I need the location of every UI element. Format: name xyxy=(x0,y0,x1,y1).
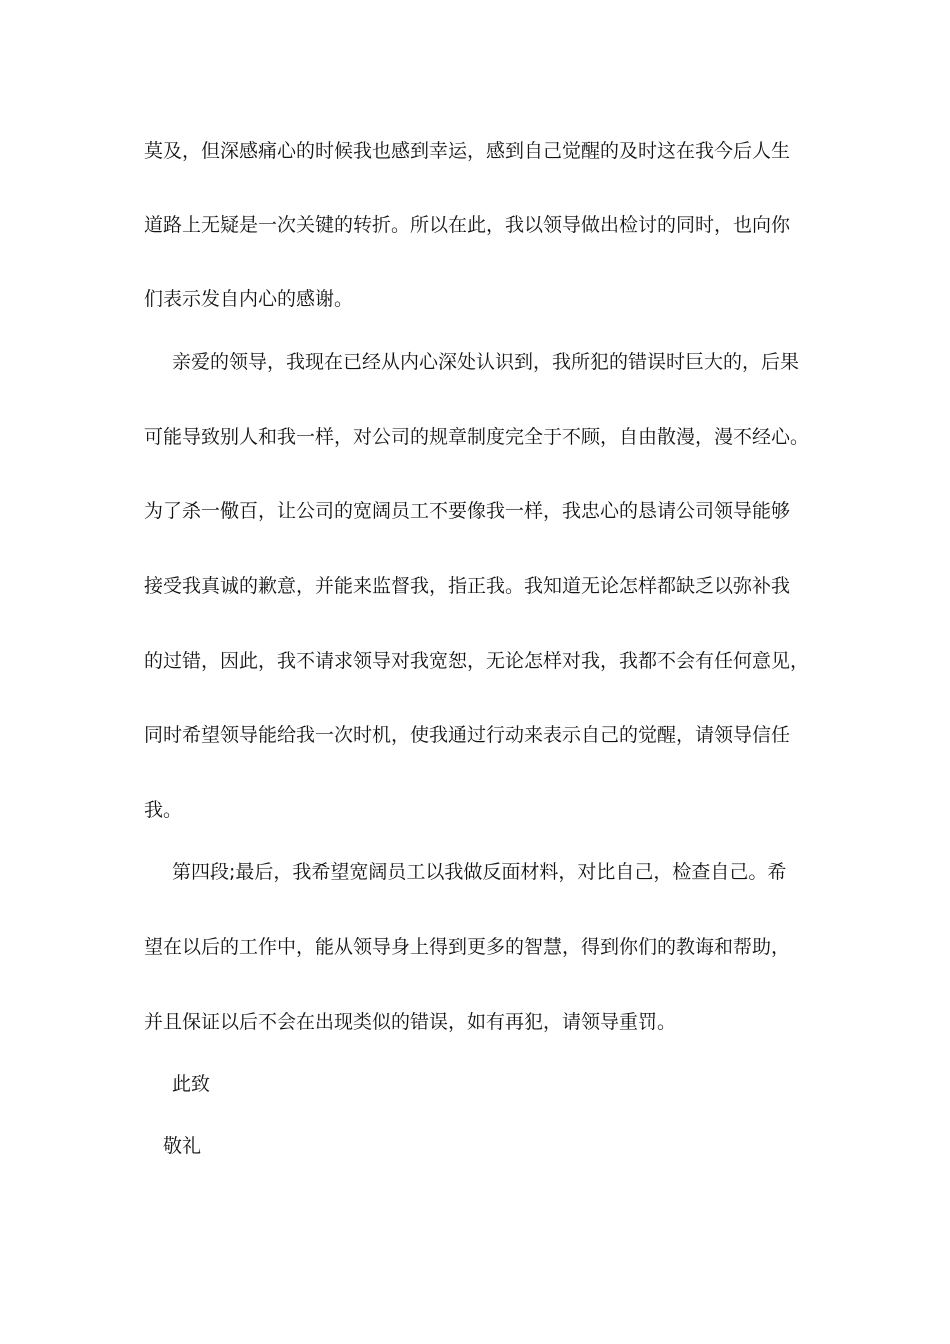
text-line-7: 接受我真诚的歉意，并能来监督我，指正我。我知道无论怎样都缺乏以弥补我 xyxy=(144,575,791,597)
text-line-11: 第四段;最后，我希望宽阔员工以我做反面材料，对比自己，检查自己。希 xyxy=(172,861,787,883)
text-line-5: 可能导致别人和我一样，对公司的规章制度完全于不顾，自由散漫，漫不经心。 xyxy=(144,426,810,448)
text-line-2: 道路上无疑是一次关键的转折。所以在此，我以领导做出检讨的同时，也向你 xyxy=(144,214,791,236)
text-line-12: 望在以后的工作中，能从领导身上得到更多的智慧，得到你们的教诲和帮助， xyxy=(144,936,791,958)
salutation-text: 敬礼 xyxy=(163,1135,202,1157)
text-line-6: 为了杀一儆百，让公司的宽阔员工不要像我一样，我忠心的恳请公司领导能够 xyxy=(144,500,791,522)
text-line-3: 们表示发自内心的感谢。 xyxy=(144,288,354,310)
text-line-1: 莫及，但深感痛心的时候我也感到幸运，感到自己觉醒的及时这在我今后人生 xyxy=(144,140,791,162)
text-line-9: 同时希望领导能给我一次时机，使我通过行动来表示自己的觉醒，请领导信任 xyxy=(144,724,791,746)
text-line-8: 的过错，因此，我不请求领导对我宽恕，无论怎样对我，我都不会有任何意见， xyxy=(144,650,810,672)
closing-text: 此致 xyxy=(172,1073,211,1095)
text-line-13: 并且保证以后不会在出现类似的错误，如有再犯，请领导重罚。 xyxy=(144,1011,677,1033)
text-line-4: 亲爱的领导，我现在已经从内心深处认识到，我所犯的错误时巨大的，后果 xyxy=(172,351,800,373)
text-line-10: 我。 xyxy=(144,799,183,821)
